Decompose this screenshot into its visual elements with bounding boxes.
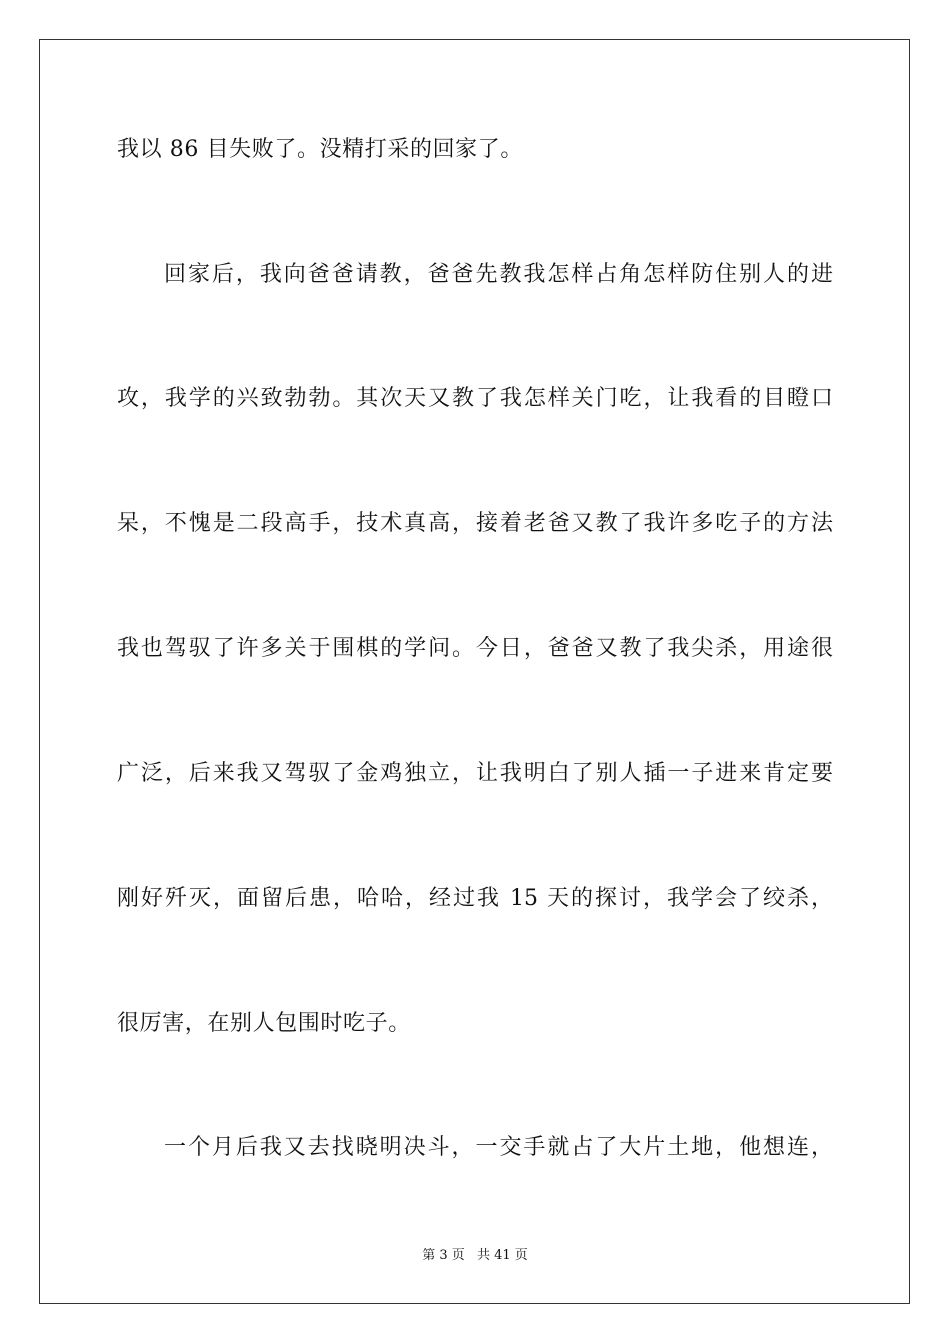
text-line-4: 呆，不愧是二段高手，技术真高，接着老爸又教了我许多吃子的方法 xyxy=(117,511,833,536)
current-page-number: 第 3 页 xyxy=(422,1248,465,1263)
page-footer xyxy=(0,1247,950,1265)
text-line-8: 很厉害，在别人包围时吃子。 xyxy=(117,1011,411,1036)
text-line-6: 广泛，后来我又驾驭了金鸡独立，让我明白了别人插一子进来肯定要 xyxy=(117,761,833,786)
page-border xyxy=(39,39,910,1304)
text-line-9: 一个月后我又去找晓明决斗，一交手就占了大片土地，他想连， xyxy=(164,1135,833,1160)
text-line-3: 攻，我学的兴致勃勃。其次天又教了我怎样关门吃，让我看的目瞪口 xyxy=(117,386,833,411)
text-line-1: 我以 86 目失败了。没精打采的回家了。 xyxy=(117,137,523,162)
text-line-7: 刚好歼灭，面留后患，哈哈，经过我 15 天的探讨，我学会了绞杀， xyxy=(117,886,833,911)
total-page-count: 共 41 页 xyxy=(476,1248,528,1263)
text-line-5: 我也驾驭了许多关于围棋的学问。今日，爸爸又教了我尖杀，用途很 xyxy=(117,636,833,661)
text-line-2: 回家后，我向爸爸请教，爸爸先教我怎样占角怎样防住别人的进 xyxy=(164,262,833,287)
